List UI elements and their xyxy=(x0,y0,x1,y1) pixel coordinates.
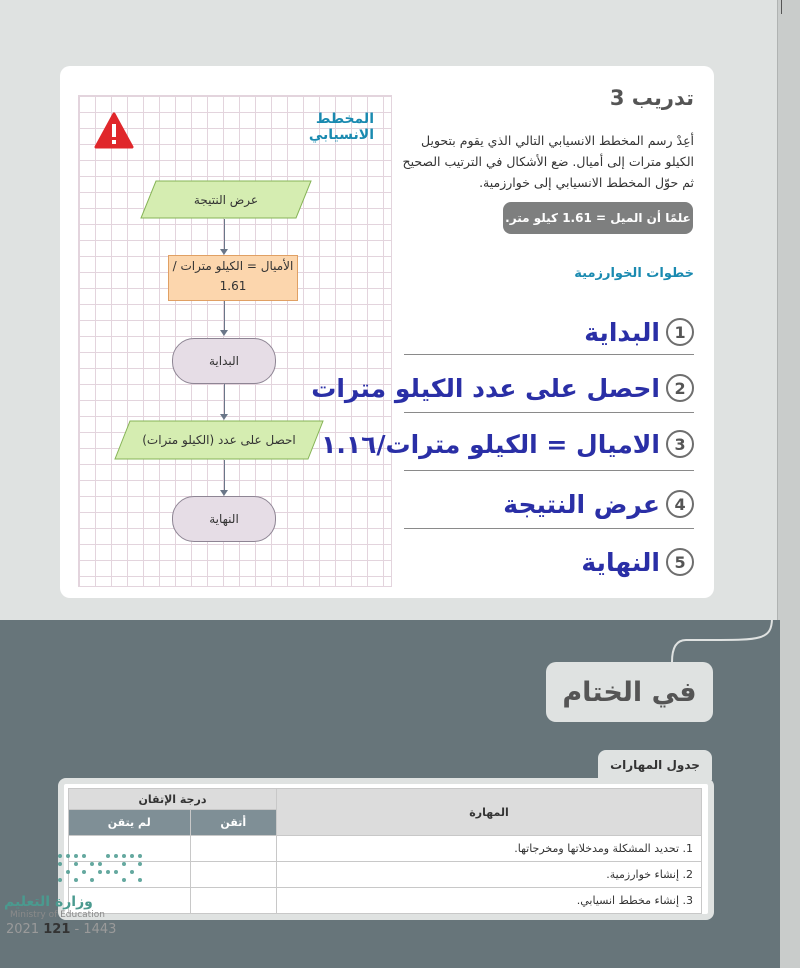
checkbox-mastered-1[interactable] xyxy=(190,836,276,862)
page-footer xyxy=(6,922,116,937)
ministry-name-ar: وزارة التعليم xyxy=(4,894,93,910)
input-label: احصل على عدد (الكيلو مترات) xyxy=(142,433,296,447)
start-terminal xyxy=(172,338,276,384)
exercise-title: تدريب 3 xyxy=(609,86,694,110)
connector-2 xyxy=(224,300,225,330)
connector-1 xyxy=(224,219,225,249)
skill-cell-3: 3. إنشاء مخطط انسيابي. xyxy=(277,888,702,914)
header-skill: المهارة xyxy=(277,789,702,836)
step-1-number: 1 xyxy=(666,318,694,346)
step-4-number: 4 xyxy=(666,490,694,518)
decorative-wire xyxy=(600,600,780,670)
connector-3 xyxy=(224,382,225,414)
step-5-number: 5 xyxy=(666,548,694,576)
output-label: عرض النتيجة xyxy=(193,192,259,207)
page-edge xyxy=(778,0,800,968)
end-terminal xyxy=(172,496,276,542)
input-parallelogram xyxy=(114,420,324,460)
closing-title: في الختام xyxy=(546,662,713,722)
step-3-number: 3 xyxy=(666,430,694,458)
table-row xyxy=(69,836,702,862)
page-number: 121 xyxy=(43,922,71,937)
start-label: البداية xyxy=(208,354,240,368)
step-5 xyxy=(581,542,694,582)
step-3 xyxy=(321,424,694,464)
process-rectangle: الأميال = الكيلو مترات / 1.61 xyxy=(168,255,298,301)
header-not-mastered: لم يتقن xyxy=(69,810,191,836)
exercise-instructions: أعِدْ رسم المخطط الانسيابي التالي الذي يقوم بتحويل الكيلو مترات إلى أميال. ضع الأشكال في الترتيب الصحيح ثم حوّل المخطط الانسيابي إلى خوارزمية. xyxy=(402,133,694,190)
step-3-text: الاميال = الكيلو مترات/١.١٦ xyxy=(321,429,660,459)
note-pill: علمًا أن الميل = 1.61 كيلو متر. xyxy=(503,202,693,234)
skills-table xyxy=(68,788,702,914)
checkbox-mastered-2[interactable] xyxy=(190,862,276,888)
skills-tab: جدول المهارات xyxy=(598,750,712,780)
output-parallelogram xyxy=(140,180,312,219)
step-4 xyxy=(503,484,694,524)
edge-tick xyxy=(781,0,782,14)
step-2-text: احصل على عدد الكيلو مترات xyxy=(311,373,660,403)
step-1-line xyxy=(404,354,694,355)
table-row xyxy=(69,888,702,914)
algorithm-title: خطوات الخوارزمية xyxy=(574,266,694,281)
step-2-line xyxy=(404,412,694,413)
skill-cell-1: 1. تحديد المشكلة ومدخلاتها ومخرجاتها. xyxy=(277,836,702,862)
table-row xyxy=(69,862,702,888)
end-label: النهاية xyxy=(209,512,239,526)
step-4-text: عرض النتيجة xyxy=(503,489,660,519)
step-1-text: البداية xyxy=(584,317,660,347)
header-mastered: أتقن xyxy=(190,810,276,836)
flowchart-title: المخطط الانسيابي xyxy=(308,111,374,143)
connector-4 xyxy=(224,460,225,490)
year-end: 1443 xyxy=(83,922,117,937)
ministry-name-en: Ministry of Education xyxy=(10,910,105,920)
step-2 xyxy=(311,368,694,408)
year-separator: - xyxy=(74,922,84,937)
warning-icon xyxy=(94,112,134,150)
checkbox-mastered-3[interactable] xyxy=(190,888,276,914)
year-start: 2021 xyxy=(6,922,40,937)
skill-cell-2: 2. إنشاء خوارزمية. xyxy=(277,862,702,888)
connector-arrow-2 xyxy=(220,330,228,336)
step-4-line xyxy=(404,528,694,529)
step-2-number: 2 xyxy=(666,374,694,402)
step-3-line xyxy=(404,470,694,471)
header-level: درجة الإتقان xyxy=(69,789,277,810)
step-1 xyxy=(584,312,694,352)
step-5-text: النهاية xyxy=(581,547,660,577)
